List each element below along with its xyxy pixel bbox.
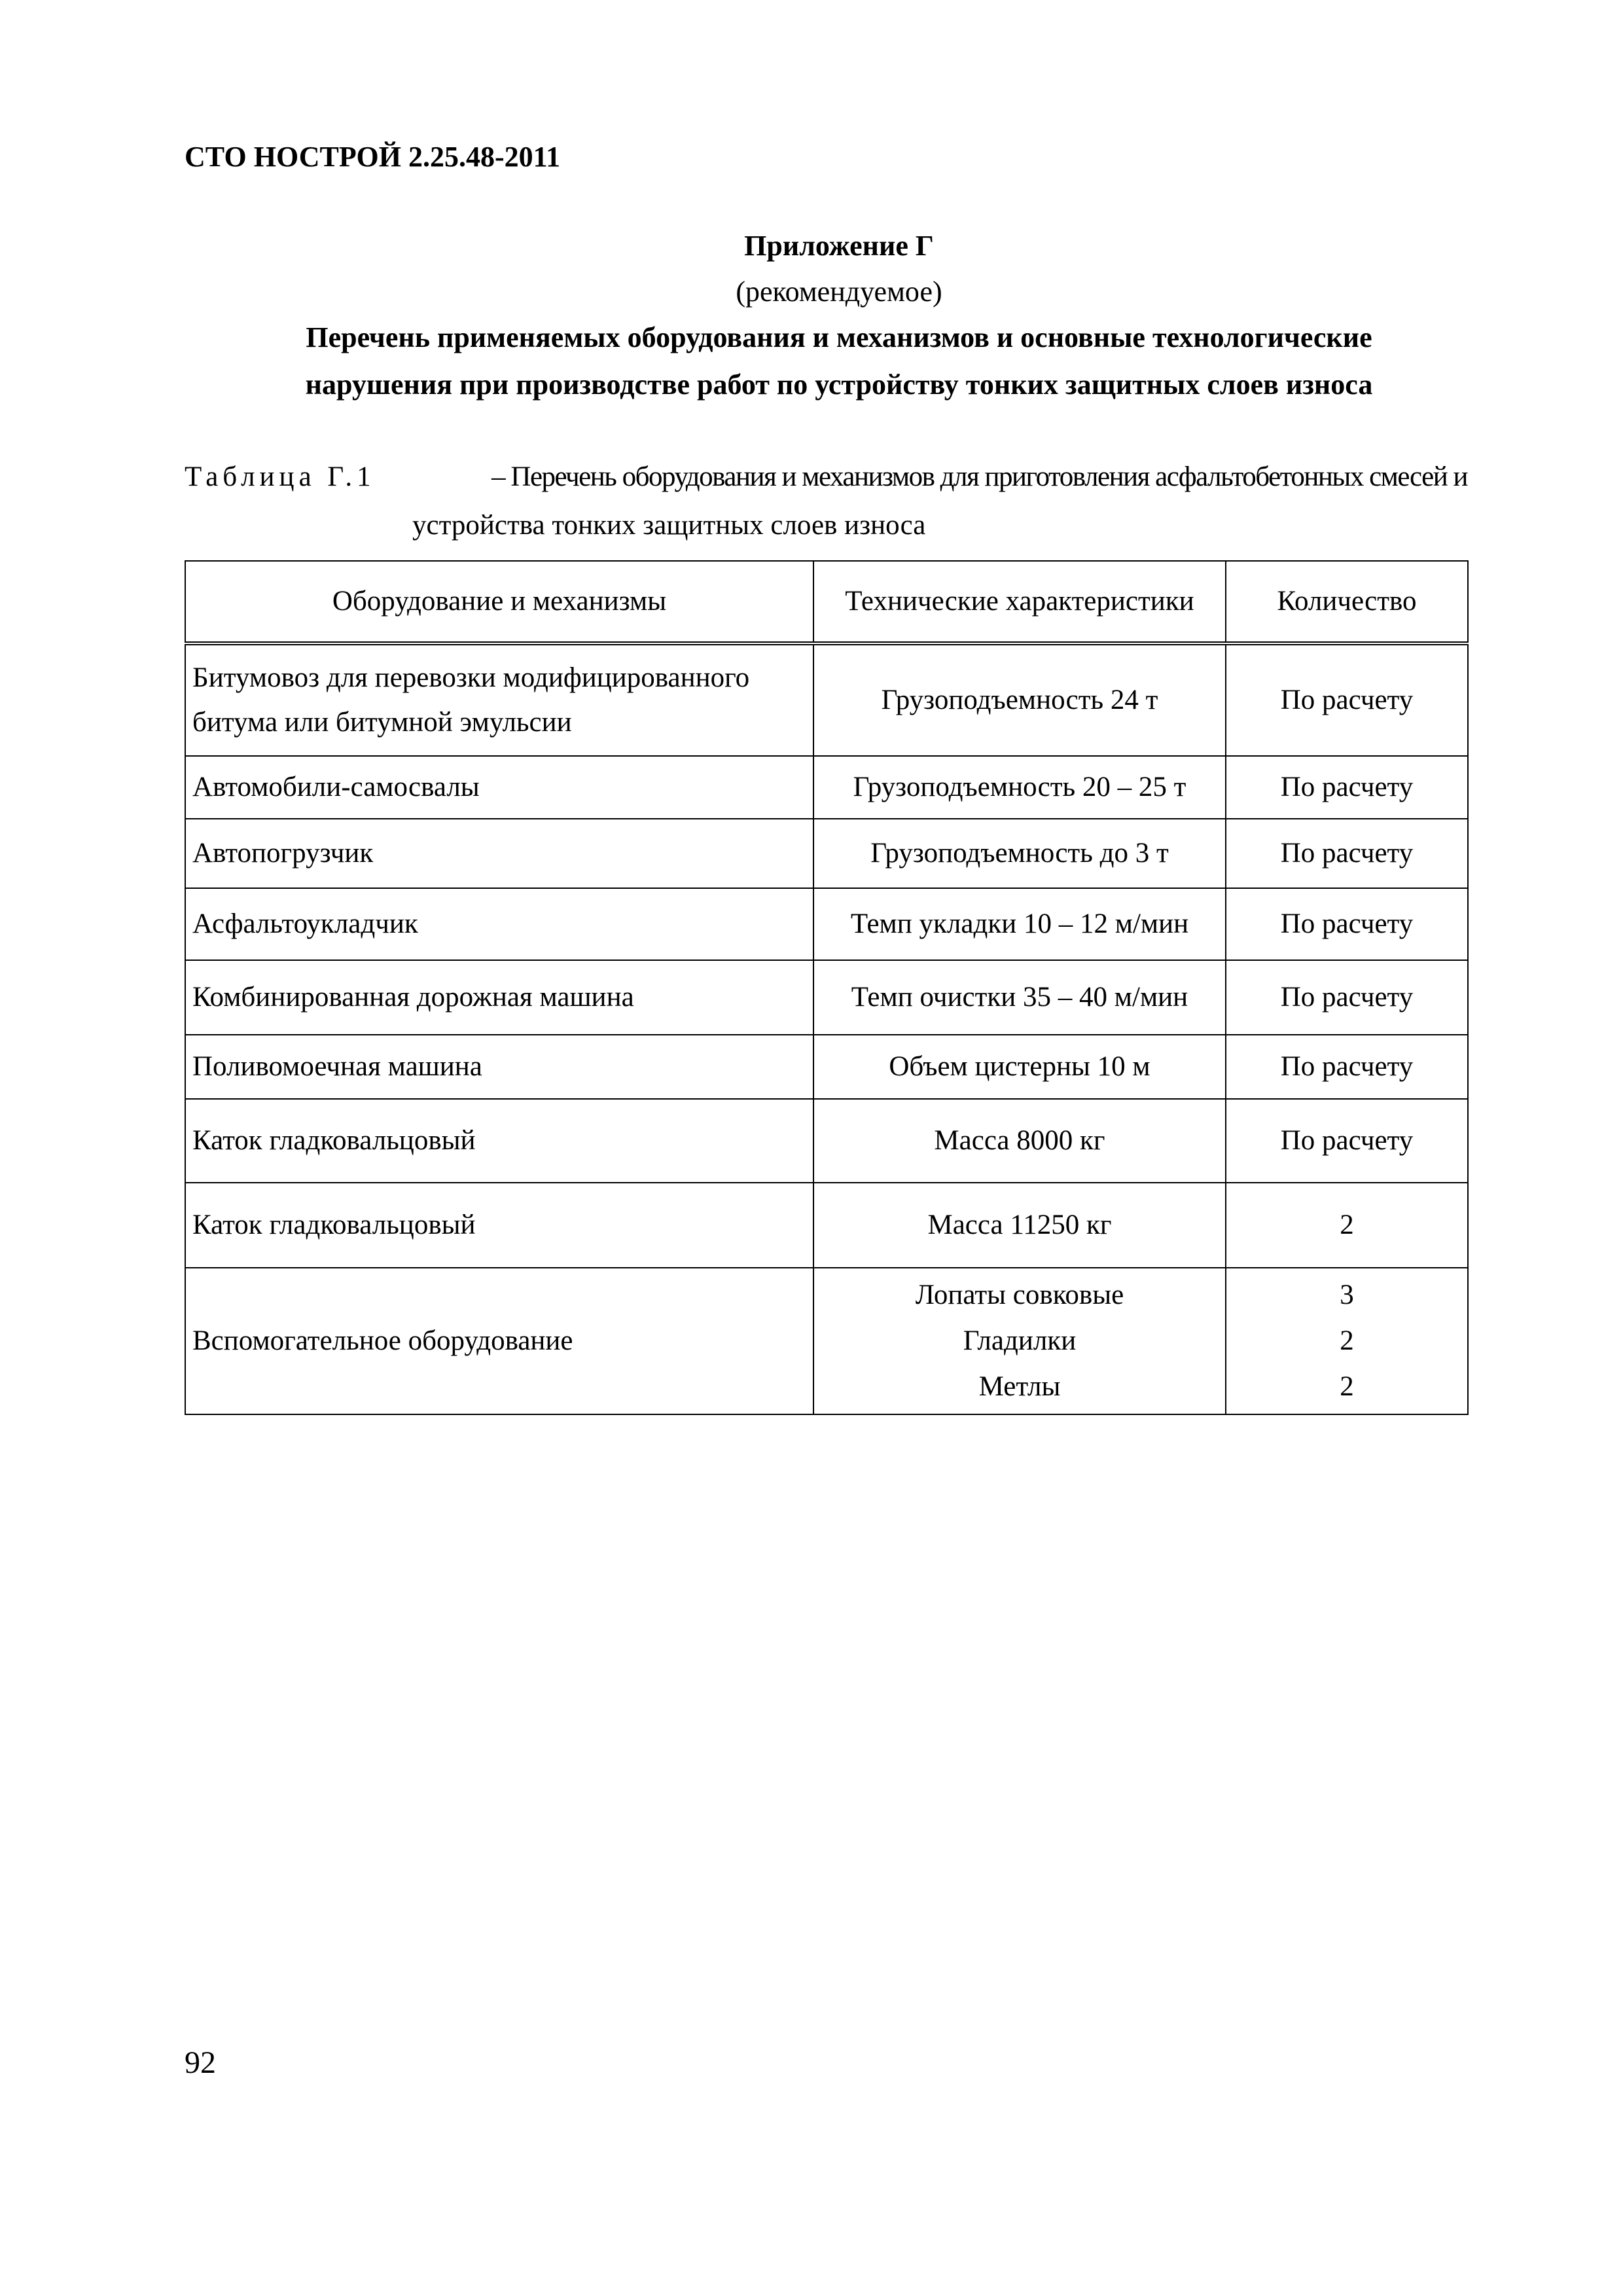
equipment-name: Поливомоечная машина [185,1035,813,1099]
equipment-qty: По расчету [1226,643,1468,756]
equipment-table [185,560,1469,1415]
equipment-qty: По расчету [1226,888,1468,960]
table-row [185,1099,1468,1183]
equipment-spec-item: Метлы [978,1371,1061,1402]
table-row [185,756,1468,819]
table-row [185,960,1468,1035]
equipment-spec: Масса 11250 кг [813,1183,1226,1268]
equipment-qty: По расчету [1226,960,1468,1035]
equipment-qty-item: 3 [1340,1280,1354,1310]
equipment-qty: 2 [1226,1183,1468,1268]
equipment-qty: По расчету [1226,756,1468,819]
table-caption [185,461,1467,493]
table-row [185,643,1468,756]
equipment-spec-item: Лопаты совковые [915,1280,1124,1310]
header-quantity: Количество [1226,561,1468,643]
equipment-qty: По расчету [1226,819,1468,888]
equipment-spec: Объем цистерны 10 м [813,1035,1226,1099]
equipment-spec: Грузоподъемность до 3 т [813,819,1226,888]
table-row [185,1268,1468,1414]
equipment-name: Вспомогательное оборудование [185,1268,813,1414]
equipment-name-line1: Битумовоз для перевозки модифицированного [192,662,750,693]
equipment-spec-list [813,1268,1226,1414]
document-code: СТО НОСТРОЙ 2.25.48-2011 [185,141,561,173]
equipment-qty-item: 2 [1340,1325,1354,1356]
equipment-qty-list [1226,1268,1468,1414]
equipment-name-line2: битума или битумной эмульсии [192,707,572,738]
equipment-name: Асфальтоукладчик [185,888,813,960]
equipment-name: Каток гладковальцовый [185,1183,813,1268]
equipment-qty-item: 2 [1340,1371,1354,1402]
table-caption-text-line2: устройства тонких защитных слоев износа [412,510,926,541]
table-row [185,888,1468,960]
equipment-name: Автопогрузчик [185,819,813,888]
appendix-heading-line1: Перечень применяемых оборудования и механизмов и основные технологические [306,321,1372,353]
equipment-name: Комбинированная дорожная машина [185,960,813,1035]
table-caption-text-line1: – Перечень оборудования и механизмов для приготовления асфальтобетонных смесей и [491,461,1467,492]
table-header-row [185,561,1468,643]
equipment-spec: Грузоподъемность 24 т [813,643,1226,756]
equipment-spec: Грузоподъемность 20 – 25 т [813,756,1226,819]
header-equipment: Оборудование и механизмы [185,561,813,643]
appendix-title: Приложение Г [744,230,934,262]
equipment-qty: По расчету [1226,1035,1468,1099]
equipment-spec: Масса 8000 кг [813,1099,1226,1183]
table-caption-label: Таблица Г.1 [185,461,376,492]
equipment-spec: Темп укладки 10 – 12 м/мин [813,888,1226,960]
appendix-heading-line2: нарушения при производстве работ по устройству тонких защитных слоев износа [305,368,1373,401]
page-number: 92 [185,2045,216,2080]
equipment-name: Каток гладковальцовый [185,1099,813,1183]
table-row [185,1183,1468,1268]
appendix-note: (рекомендуемое) [736,276,942,308]
table-row [185,819,1468,888]
equipment-spec-item: Гладилки [963,1325,1077,1356]
header-specifications: Технические характеристики [813,561,1226,643]
equipment-spec: Темп очистки 35 – 40 м/мин [813,960,1226,1035]
equipment-name: Автомобили-самосвалы [185,756,813,819]
equipment-qty: По расчету [1226,1099,1468,1183]
table-row [185,1035,1468,1099]
equipment-name [185,643,813,756]
